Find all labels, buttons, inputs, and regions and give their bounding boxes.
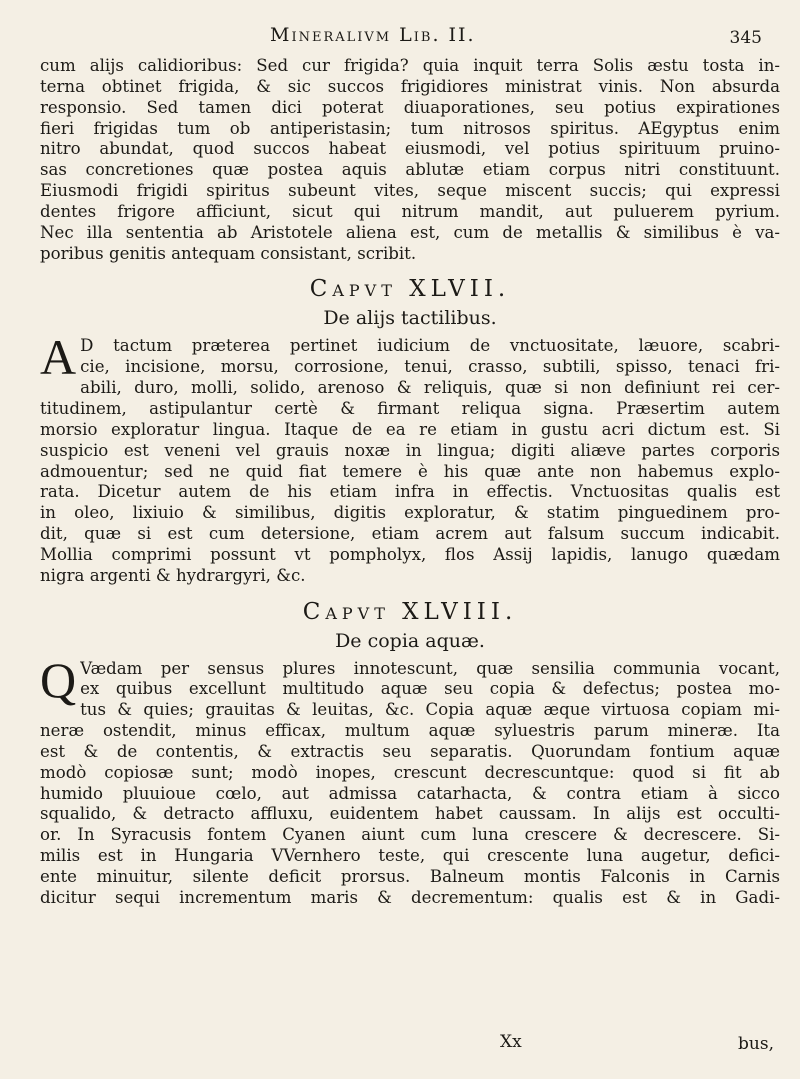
text-line: humido pluuioue cœlo, aut admissa catarhacta, & contra etiam à sicco — [40, 783, 780, 803]
text-line: D tactum præterea pertinet iudicium de vnctuositate, læuore, scabri- — [80, 336, 780, 356]
continued-paragraph — [40, 56, 780, 264]
catchword: bus, — [738, 1034, 774, 1054]
text-line: or. In Syracusis fontem Cyanen aiunt cum luna crescere & decrescere. Si- — [40, 825, 780, 845]
text-line: Vædam per sensus plures innotescunt, quæ sensilia communia vocant, — [80, 658, 780, 678]
text-line: squalido, & detracto affluxu, euidentem habet caussam. In alijs est occulti- — [40, 804, 780, 824]
text-line: abili, duro, molli, solido, arenoso & reliquis, quæ si non definiunt rei cer- — [80, 378, 780, 398]
text-line: dit, quæ si est cum detersione, etiam acrem aut falsum succum indicabit. — [40, 524, 780, 544]
text-line: sas concretiones quæ postea aquis ablutæ etiam corpus nitri constituunt. — [40, 160, 780, 180]
text-line: Mollia comprimi possunt vt pompholyx, flos Assij lapidis, lanugo quædam — [40, 544, 780, 564]
text-line: est & de contentis, & extractis seu separatis. Quorundam fontium aquæ — [40, 741, 780, 761]
text-line: nitro abundat, quod succos habeat eiusmodi, vel potius spirituum pruino- — [40, 139, 780, 159]
text-line: rata. Dicetur autem de his etiam infra in effectis. Vnctuositas qualis est — [40, 482, 780, 502]
text-line: titudinem, astipulantur certè & firmant reliqua signa. Præsertim autem — [40, 398, 780, 418]
running-title: Mineralivm Lib. II. — [270, 24, 476, 46]
text-line: cum alijs calidioribus: Sed cur frigida? quia inquit terra Solis æstu tosta in- — [40, 56, 780, 75]
text-line: nigra argenti & hydrargyri, &c. — [40, 565, 306, 585]
drop-cap: A — [40, 329, 77, 386]
text-line: tus & quies; grauitas & leuitas, &c. Copia aquæ æque virtuosa copiam mi- — [80, 700, 780, 720]
text-line: morsio exploratur lingua. Itaque de ea re etiam in gustu acri dictum est. Si — [40, 419, 780, 439]
text-line: Eiusmodi frigidi spiritus subeunt vites, seque miscent succis; qui expressi — [40, 181, 780, 201]
text-line: admouentur; sed ne quid fiat temere è his quæ ante non habemus explo- — [40, 461, 780, 481]
text-line: responsio. Sed tamen dici poterat diuaporationes, seu potius expirationes — [40, 97, 780, 117]
chapter-48-subtitle: De copia aquæ. — [335, 629, 485, 652]
text-line: poribus genitis antequam consistant, scribit. — [40, 243, 417, 263]
text-line: neræ ostendit, minus efficax, multum aquæ syluestris parum mineræ. Ita — [40, 721, 780, 741]
text-line: milis est in Hungaria VVernhero teste, qui crescente luna augetur, defici- — [40, 846, 780, 866]
text-line: terna obtinet frigida, & sic succos frigidiores ministrat vinis. Non absurda — [40, 76, 780, 96]
running-head — [40, 22, 780, 56]
chapter-48-text — [40, 651, 780, 909]
text-line: dentes frigore afficiunt, sicut qui nitrum mandit, aut puluerem pyrium. — [40, 201, 780, 221]
text-line: suspicio est veneni vel grauis noxæ in lingua; digiti aliæve partes corporis — [40, 440, 780, 460]
drop-cap: Q — [40, 651, 77, 708]
chapter-47-text — [40, 329, 780, 586]
text-line: cie, incisione, morsu, corrosione, tenui, crasso, subtili, spisso, tenaci fri- — [80, 357, 780, 377]
chapter-48-heading: Capvt XLVIII. — [302, 598, 518, 625]
text-line: modò copiosæ sunt; modò inopes, crescunt decrescuntque: quod si fit ab — [40, 762, 780, 782]
text-line: dicitur sequi incrementum maris & decrementum: qualis est & in Gadi- — [40, 887, 780, 907]
chapter-47-heading: Capvt XLVII. — [309, 276, 511, 303]
text-line: ente minuitur, silente deficit prorsus. Balneum montis Falconis in Carnis — [40, 867, 780, 886]
page-number: 345 — [729, 28, 762, 48]
text-line: in oleo, lixiuio & similibus, digitis exploratur, & statim pinguedinem pro- — [40, 503, 780, 523]
text-line: fieri frigidas tum ob antiperistasin; tum nitrosos spiritus. AEgyptus enim — [40, 118, 780, 138]
text-line: Nec illa sententia ab Aristotele aliena est, cum de metallis & similibus è va- — [40, 222, 780, 242]
chapter-47-subtitle: De alijs tactilibus. — [323, 307, 497, 330]
text-line: ex quibus excellunt multitudo aquæ seu copia & defectus; postea mo- — [80, 679, 780, 699]
signature-mark: Xx — [500, 1032, 522, 1052]
